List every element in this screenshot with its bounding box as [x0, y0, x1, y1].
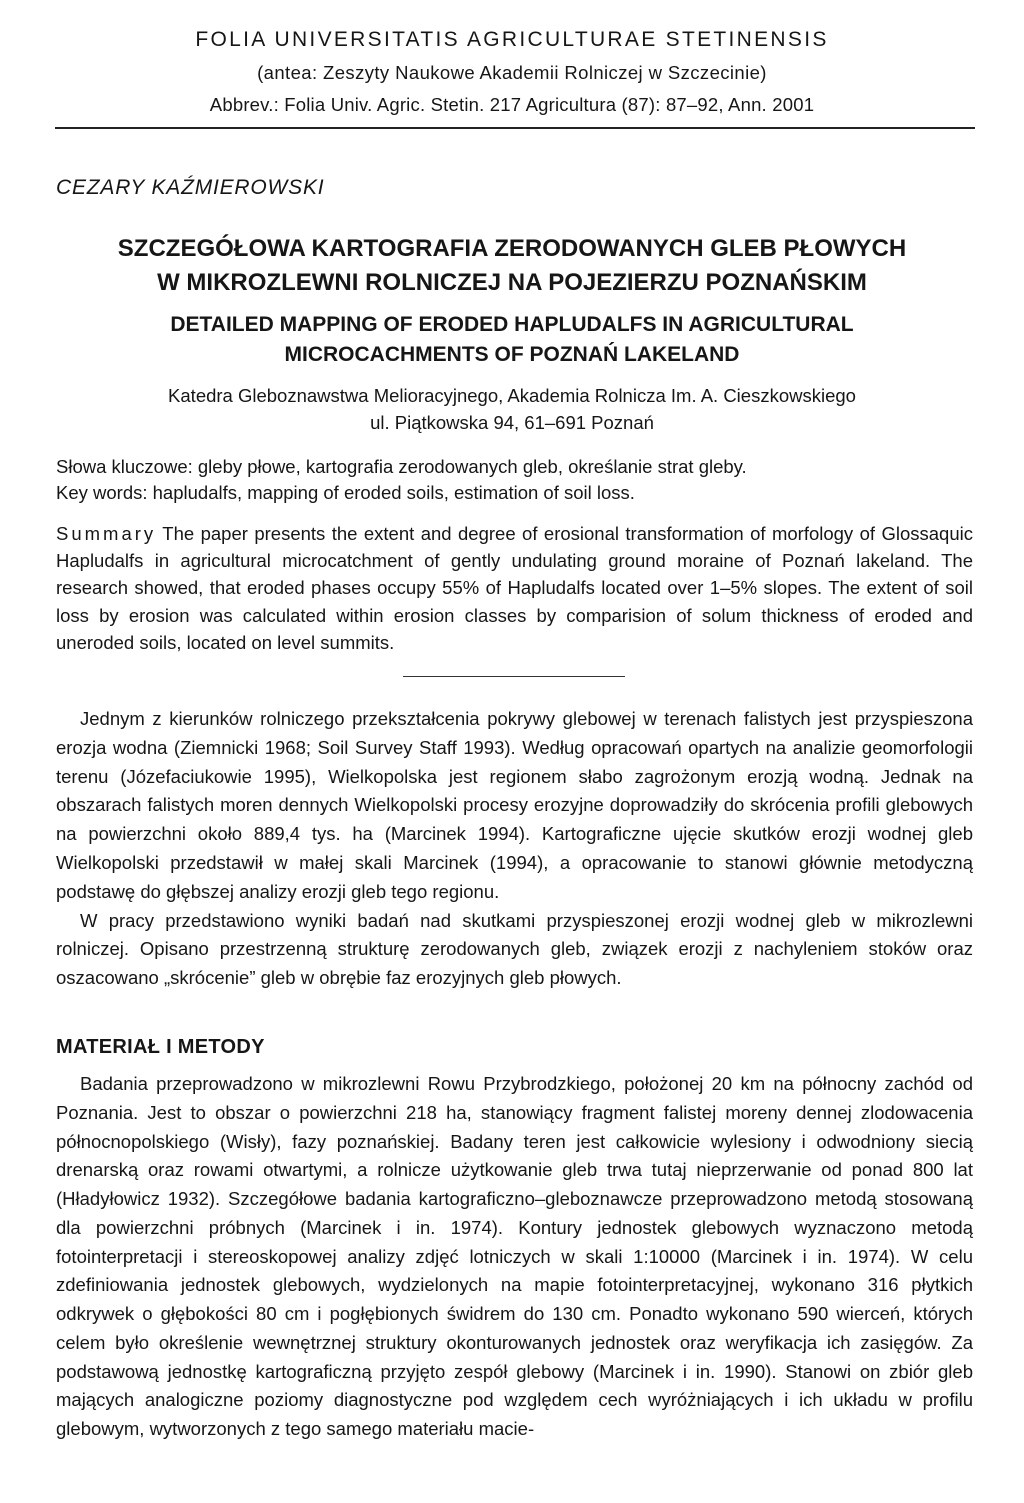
header-rule — [55, 127, 975, 129]
title-polish — [56, 232, 968, 300]
author-name: CEZARY KAŹMIEROWSKI — [56, 176, 325, 199]
affiliation-line-2: ul. Piątkowska 94, 61–691 Poznań — [370, 412, 654, 433]
methods-section — [56, 1070, 973, 1444]
introduction — [56, 705, 973, 993]
intro-paragraph-1: Jednym z kierunków rolniczego przekształcenia pokrywy glebowej w terenach falistych jest przyspieszona erozja wodna (Ziemnicki 1968; Soil Survey Staff 1993). Według opracowań opartych na analizie geomorfologii terenu (Józefaciukowie 1995), Wielkopolska jest regionem słabo zagrożonym erozją wodną. Jednak na obszarach falistych moren dennych Wielkopolski procesy erozyjne doprowadziły do skrócenia profili glebowych na powierzchni około 889,4 tys. ha (Marcinek 1994). Kartograficzne ujęcie skutków erozji wodnej gleb Wielkopolski przedstawił w małej skali Marcinek (1994), a opracowanie to stanowi głównie metodyczną podstawę do głębszej analizy erozji gleb tego regionu. — [56, 708, 973, 902]
intro-paragraph-2: W pracy przedstawiono wyniki badań nad skutkami przyspieszonej erozji wodnej gleb w mikrozlewni rolniczej. Opisano przestrzenną strukturę zerodowanych gleb, związek erozji z nachyleniem stoków oraz oszacowano „skrócenie” gleb w obrębie faz erozyjnych gleb płowych. — [56, 909, 973, 989]
summary — [56, 520, 973, 656]
title-polish-line-1: SZCZEGÓŁOWA KARTOGRAFIA ZERODOWANYCH GLEB PŁOWYCH — [117, 235, 907, 262]
journal-former-name: (antea: Zeszyty Naukowe Akademii Rolniczej w Szczecinie) — [257, 62, 767, 83]
keywords — [56, 454, 968, 506]
journal-citation: Abbrev.: Folia Univ. Agric. Stetin. 217 Agricultura (87): 87–92, Ann. 2001 — [209, 94, 815, 115]
summary-separator — [403, 676, 625, 677]
summary-text: The paper presents the extent and degree of erosional transformation of morfology of Glossaquic Hapludalfs in agricultural microcatchment of gently undulating ground moraine of Poznań lakeland. The research showed, that eroded phases occupy 55% of Hapludalfs located over 1–5% slopes. The extent of soil loss by erosion was calculated within erosion classes by comparision of solum thickness of eroded and uneroded soils, located on level summits. — [56, 523, 973, 653]
methods-paragraph-1: Badania przeprowadzono w mikrozlewni Rowu Przybrodzkiego, położonej 20 km na północny zachód od Poznania. Jest to obszar o powierzchni 218 ha, stanowiący fragment falistej moreny dennej zlodowacenia północnopolskiego (Wisły), fazy poznańskiej. Badany teren jest całkowicie wylesiony i odwodniony siecią drenarską oraz rowami otwartymi, a rolnicze użytkowanie gleb trwa tutaj nieprzerwanie od ponad 800 lat (Hładyłowicz 1932). Szczegółowe badania kartograficzno–gleboznawcze przeprowadzono metodą stosowaną dla powierzchni próbnych (Marcinek i in. 1974). Kontury jednostek glebowych wyznaczono metodą fotointerpretacji i stereoskopowej analizy zdjęć lotniczych w skali 1:10000 (Marcinek i in. 1974). W celu zdefiniowania jednostek glebowych, wydzielonych na mapie fotointerpretacyjnej, wykonano 316 płytkich odkrywek o głębokości 80 cm i pogłębionych świdrem do 130 cm. Ponadto wykonano 590 wierceń, których celem było określenie wewnętrznej struktury okonturowanych jednostek oraz weryfikacja ich zasięgów. Za podstawową jednostkę kartograficzną przyjęto zespół glebowy (Marcinek i in. 1990). Stanowi on zbiór gleb mających analogiczne poziomy diagnostyczne pod względem cech wyróżniających i ich układu w profilu glebowym, wytworzonych z tego samego materiału macie- — [56, 1073, 973, 1439]
title-english — [56, 310, 968, 370]
affiliation — [56, 382, 968, 436]
title-english-line-2: MICROCACHMENTS OF POZNAŃ LAKELAND — [284, 343, 740, 366]
keywords-polish: Słowa kluczowe: gleby płowe, kartografia zerodowanych gleb, określanie strat gleby. — [56, 456, 747, 477]
summary-label: Summary — [56, 523, 157, 544]
title-english-line-1: DETAILED MAPPING OF ERODED HAPLUDALFS IN AGRICULTURAL — [170, 313, 854, 336]
keywords-english: Key words: hapludalfs, mapping of eroded soils, estimation of soil loss. — [56, 482, 635, 503]
title-polish-line-2: W MIKROZLEWNI ROLNICZEJ NA POJEZIERZU POZNAŃSKIM — [157, 269, 867, 296]
section-heading-methods: MATERIAŁ I METODY — [56, 1036, 265, 1058]
affiliation-line-1: Katedra Gleboznawstwa Melioracyjnego, Akademia Rolnicza Im. A. Cieszkowskiego — [168, 385, 856, 406]
journal-name: FOLIA UNIVERSITATIS AGRICULTURAE STETINENSIS — [195, 28, 829, 51]
